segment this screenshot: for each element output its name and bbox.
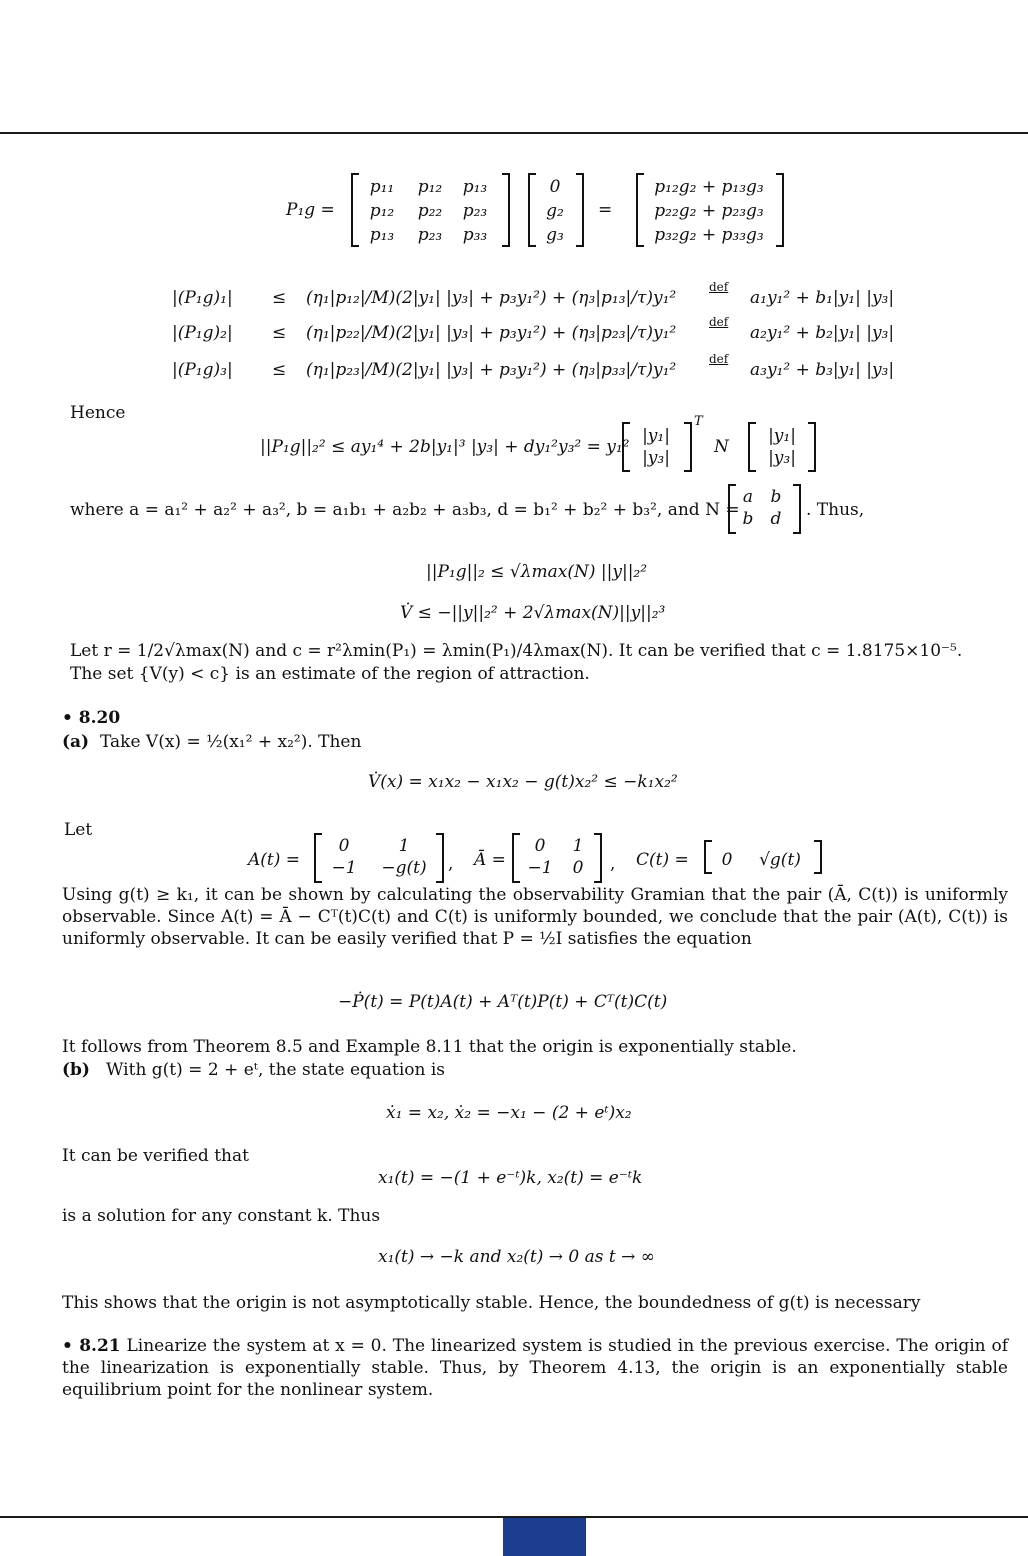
ineq-rel: ≤ [272, 360, 287, 380]
bracket-right [814, 840, 822, 874]
bracket-left [728, 484, 736, 534]
ineq-lhs: |(P₁g)₂| [172, 323, 233, 343]
vector-cell: g₂ [546, 201, 564, 221]
thus-text: . Thus, [806, 500, 865, 520]
matrix-cell: d [770, 509, 782, 529]
ineq-def-rhs: a₂y₁² + b₂|y₁| |y₃| [750, 323, 895, 343]
hence-text: Hence [70, 403, 126, 423]
vector-cell: g₃ [546, 225, 564, 245]
conclusion-text: This shows that the origin is not asymptotically stable. Hence, the boundedness of g(t) is necessary [62, 1293, 921, 1313]
eq-p1g-lhs: P₁g = [286, 200, 335, 220]
matrix-cell: −1 [527, 858, 553, 878]
def-symbol: def [709, 352, 729, 366]
matrix-cell: 0 [338, 836, 350, 856]
let-text: Let [64, 820, 93, 840]
bracket-left [636, 173, 644, 247]
A-lhs: A(t) = [248, 850, 301, 870]
comma: , [610, 854, 616, 874]
eq-norm2: ||P₁g||₂ ≤ √λmax(N) ||y||₂² [426, 562, 648, 582]
exercise-8-21-text: Linearize the system at x = 0. The linearized system is studied in the previous exercise. The origin of the linearization is exponentially stable. Thus, by Theorem 4.13, the origin is an exponentially stable equilibrium point for the nonlinear system. [62, 1336, 1008, 1401]
bracket-right [793, 484, 801, 534]
let-r-line-1: Let r = 1/2√λmax(N) and c = r²λmin(P₁) = λmin(P₁)/4λmax(N). It can be verified that c = 1.8175×10⁻⁵. [70, 641, 963, 661]
let-r-line-2: The set {V(y) < c} is an estimate of the region of attraction. [70, 664, 590, 684]
matrix-cell: p₃₃ [462, 225, 488, 245]
bracket-left [351, 173, 359, 247]
bracket-right [436, 833, 444, 883]
part-a-text: Take V(x) = ½(x₁² + x₂²). Then [100, 732, 362, 752]
matrix-cell: 1 [398, 836, 410, 856]
def-symbol: def [709, 315, 729, 329]
ineq-def-rhs: a₁y₁² + b₁|y₁| |y₃| [750, 288, 895, 308]
matrix-cell: b [742, 509, 754, 529]
bracket-left [622, 422, 630, 472]
ineq-def-rhs: a₃y₁² + b₃|y₁| |y₃| [750, 360, 895, 380]
bracket-right [776, 173, 784, 247]
equals-sign: = [598, 200, 613, 220]
ineq-rhs: (η₁|p₂₃|/M)(2|y₁| |y₃| + p₃y₁²) + (η₃|p₃₃|/τ)y₁² [306, 360, 677, 380]
matrix-cell: p₁₁ [369, 177, 395, 197]
matrix-cell: √g(t) [759, 850, 801, 870]
page-number-badge [503, 1518, 586, 1556]
part-a-label: (a) [62, 732, 90, 752]
matrix-cell: a [742, 487, 754, 507]
header-rule [0, 132, 1028, 134]
eq-state: ẋ₁ = x₂, ẋ₂ = −x₁ − (2 + eᵗ)x₂ [386, 1103, 632, 1123]
bracket-left [512, 833, 520, 883]
vector-cell: |y₃| [768, 448, 796, 468]
bracket-left [314, 833, 322, 883]
matrix-cell: −g(t) [381, 858, 427, 878]
def-symbol: def [709, 280, 729, 294]
matrix-cell: 1 [572, 836, 584, 856]
eq-limit: x₁(t) → −k and x₂(t) → 0 as t → ∞ [378, 1247, 655, 1267]
theorem-paragraph: It follows from Theorem 8.5 and Example 8.11 that the origin is exponentially stable. [62, 1037, 797, 1057]
bracket-right [594, 833, 602, 883]
vector-cell: p₁₂g₂ + p₁₃g₃ [654, 177, 764, 197]
eq-solution: x₁(t) = −(1 + e⁻ᵗ)k, x₂(t) = e⁻ᵗk [378, 1168, 643, 1188]
vector-cell: p₃₂g₂ + p₃₃g₃ [654, 225, 764, 245]
ineq-lhs: |(P₁g)₁| [172, 288, 233, 308]
ineq-rel: ≤ [272, 288, 287, 308]
transpose-symbol: T [694, 414, 703, 429]
ineq-lhs: |(P₁g)₃| [172, 360, 233, 380]
matrix-cell: p₂₃ [462, 201, 488, 221]
vector-cell: |y₃| [642, 448, 670, 468]
exercise-8-20-heading: • 8.20 [62, 708, 121, 728]
part-b-text: With g(t) = 2 + eᵗ, the state equation is [106, 1060, 446, 1080]
observability-paragraph: Using g(t) ≥ k₁, it can be shown by calculating the observability Gramian that the pair (Ā, C(t)) is uniformly observable. Since A(t) = Ā − Cᵀ(t)C(t) and C(t) is uniformly bounded, we conclude that the pair (A(t), C(t)) is uniformly observable. It can be easily verified that P = ½I satisfies the equation [62, 885, 1008, 950]
matrix-cell: 0 [721, 850, 733, 870]
eq-vdot: V̇ ≤ −||y||₂² + 2√λmax(N)||y||₂³ [400, 603, 666, 623]
N-symbol: N [714, 437, 729, 457]
matrix-cell: 0 [572, 858, 584, 878]
bracket-right [576, 173, 584, 247]
matrix-cell: p₁₂ [369, 201, 395, 221]
part-b-label: (b) [62, 1060, 90, 1080]
C-lhs: C(t) = [636, 850, 689, 870]
bracket-right [808, 422, 816, 472]
norm-eq-lhs: ||P₁g||₂² ≤ ay₁⁴ + 2b|y₁|³ |y₃| + dy₁²y₃² = y₁² [260, 437, 630, 457]
matrix-cell: p₂₂ [417, 201, 443, 221]
bracket-left [528, 173, 536, 247]
where-text: where a = a₁² + a₂² + a₃², b = a₁b₁ + a₂b₂ + a₃b₃, d = b₁² + b₂² + b₃², and N = [70, 500, 740, 520]
matrix-cell: 0 [534, 836, 546, 856]
verified-text: It can be verified that [62, 1146, 249, 1166]
matrix-cell: b [770, 487, 782, 507]
ineq-rhs: (η₁|p₁₂|/M)(2|y₁| |y₃| + p₃y₁²) + (η₃|p₁₃|/τ)y₁² [306, 288, 677, 308]
solution-text: is a solution for any constant k. Thus [62, 1206, 381, 1226]
matrix-cell: −1 [331, 858, 357, 878]
comma: , [448, 854, 454, 874]
matrix-cell: p₁₃ [462, 177, 488, 197]
vector-cell: p₂₂g₂ + p₂₃g₃ [654, 201, 764, 221]
ineq-rel: ≤ [272, 323, 287, 343]
matrix-cell: p₁₂ [417, 177, 443, 197]
vector-cell: 0 [549, 177, 561, 197]
eq-riccati: −Ṗ(t) = P(t)A(t) + Aᵀ(t)P(t) + Cᵀ(t)C(t) [338, 992, 668, 1012]
ineq-rhs: (η₁|p₂₂|/M)(2|y₁| |y₃| + p₃y₁²) + (η₃|p₂₃|/τ)y₁² [306, 323, 677, 343]
bracket-right [502, 173, 510, 247]
vector-cell: |y₁| [642, 426, 670, 446]
matrix-cell: p₂₃ [417, 225, 443, 245]
bracket-left [748, 422, 756, 472]
exercise-8-21 [62, 1335, 1008, 1401]
eq-vdot-x: V̇(x) = x₁x₂ − x₁x₂ − g(t)x₂² ≤ −k₁x₂² [368, 772, 678, 792]
vector-cell: |y₁| [768, 426, 796, 446]
matrix-cell: p₁₃ [369, 225, 395, 245]
bracket-right [684, 422, 692, 472]
Abar-lhs: Ā = [474, 850, 506, 870]
exercise-8-21-heading: • 8.21 [62, 1336, 121, 1356]
bracket-left [704, 840, 712, 874]
